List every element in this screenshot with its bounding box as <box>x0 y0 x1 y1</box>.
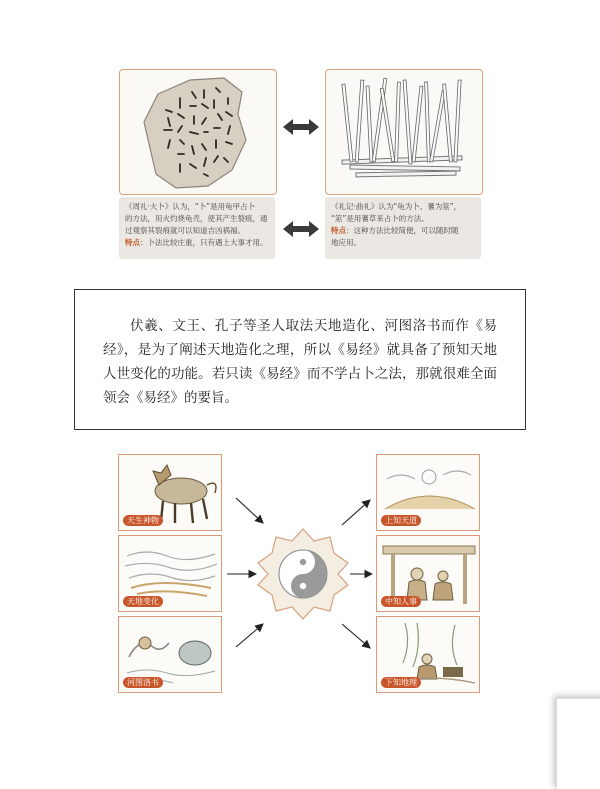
next-page-corner <box>556 698 600 789</box>
yarrow-caption <box>325 197 481 259</box>
feature-label: 特点 <box>331 226 346 235</box>
oracle-bone-illustration <box>120 70 276 194</box>
panel-know-human <box>376 535 480 612</box>
caption-line: 地应用。 <box>331 238 361 247</box>
panel-divine-creature <box>118 454 222 531</box>
yarrow-stalks-image-card <box>325 69 483 195</box>
double-arrow-icon <box>283 119 319 135</box>
panel-know-earth <box>376 616 480 693</box>
panel-label: 上知天道 <box>381 515 421 526</box>
panel-heaven-earth-change <box>118 535 222 612</box>
panel-label: 天生神物 <box>123 515 163 526</box>
caption-line: “筮”是用蓍草来占卜的方法。 <box>331 214 429 223</box>
main-text-box <box>74 289 526 430</box>
panel-know-heaven <box>376 454 480 531</box>
feature-text: ：卜法比较庄重，只有遇上大事才用。 <box>140 238 268 247</box>
panel-label: 天地变化 <box>123 596 163 607</box>
oracle-bone-image-card <box>119 69 277 195</box>
caption-feature <box>125 237 269 249</box>
yarrow-stalks-illustration <box>326 70 482 194</box>
caption-line: 《礼记·曲礼》认为“龟为卜、蓍为筮”， <box>331 202 462 211</box>
main-paragraph: 伏羲、文王、孔子等圣人取法天地造化、河图洛书而作《易经》，是为了阐述天地造化之理，所以《易经》就具备了预知天地人世变化的功能。若只读《易经》而不学占卜之法，那就很难全面领会《易经》的要旨。 <box>103 318 497 406</box>
oracle-bone-caption <box>119 197 275 259</box>
bagua-yinyang-emblem <box>256 527 350 621</box>
double-arrow-icon <box>283 221 319 237</box>
caption-line: 的方法，用火灼烧龟壳，使其产生裂痕，通 <box>125 214 268 223</box>
feature-label: 特点 <box>125 238 140 247</box>
caption-feature <box>331 225 475 237</box>
panel-label: 下知地理 <box>381 677 421 688</box>
panel-label: 河图洛书 <box>123 677 163 688</box>
panel-label: 中知人事 <box>381 596 421 607</box>
caption-line: 过观察其裂痕就可以知道吉凶祸福。 <box>125 226 245 235</box>
caption-line: 《周礼·大卜》认为，“卜”是用龟甲占卜 <box>125 202 256 211</box>
feature-text: ：这种方法比较简便，可以随时随 <box>346 226 459 235</box>
panel-hetu-luoshu <box>118 616 222 693</box>
